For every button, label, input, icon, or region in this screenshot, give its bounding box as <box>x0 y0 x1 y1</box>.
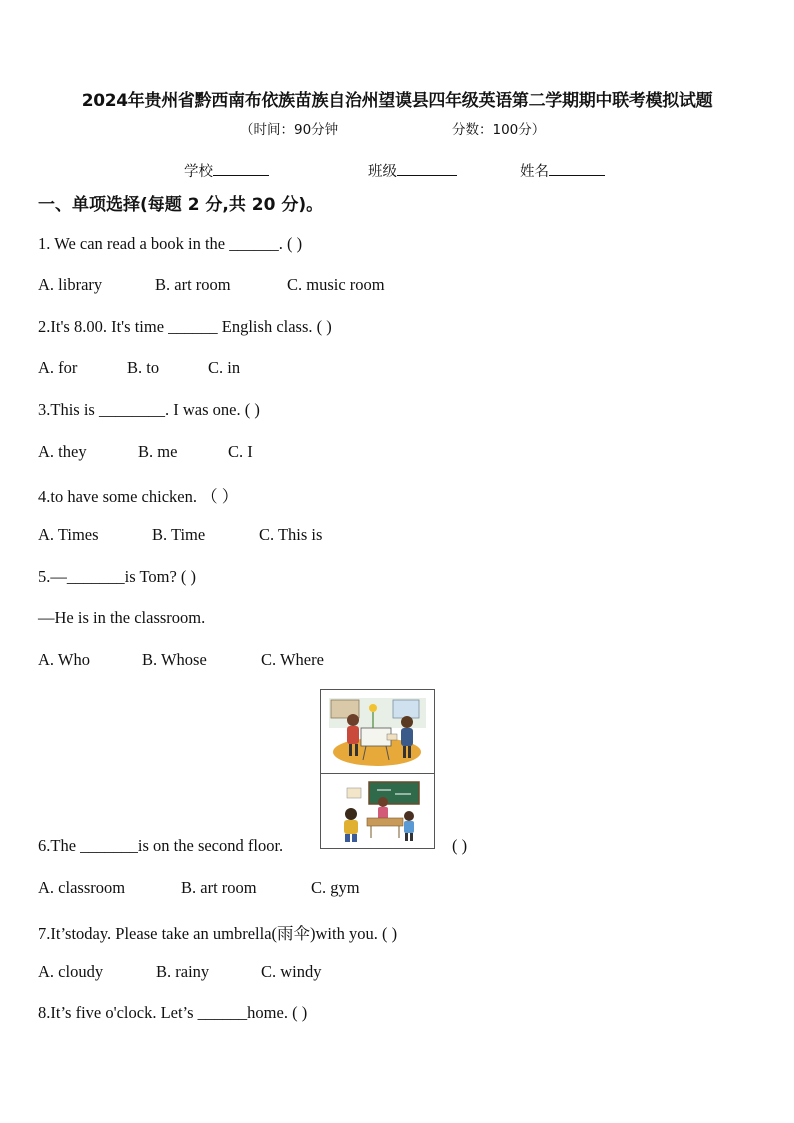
question-8-stem: 8.It’s five o'clock. Let’s ______home. ( ) <box>38 1003 308 1022</box>
art-room-illustration <box>321 690 434 772</box>
name-blank[interactable] <box>549 161 605 176</box>
question-1-option-b[interactable]: B. art room <box>155 275 231 294</box>
classroom-illustration <box>321 774 434 849</box>
question-4-option-b[interactable]: B. Time <box>152 525 206 544</box>
question-2-option-b[interactable]: B. to <box>127 358 160 377</box>
question-1-option-a[interactable]: A. library <box>38 275 103 294</box>
question-6-option-c[interactable]: C. gym <box>311 878 360 897</box>
name-label: 姓名 <box>520 164 549 180</box>
question-6-picture <box>320 689 435 849</box>
question-3-option-c[interactable]: C. I <box>228 442 253 461</box>
school-blank[interactable] <box>213 161 269 176</box>
question-7-option-b[interactable]: B. rainy <box>156 962 210 981</box>
question-4-option-a[interactable]: A. Times <box>38 525 99 544</box>
question-5-stem: 5.—_______is Tom? ( ) <box>38 567 197 586</box>
question-7-stem: 7.It’stoday. Please take an umbrella(雨伞)with you. ( ) <box>38 924 398 943</box>
class-blank[interactable] <box>397 161 457 176</box>
name-field <box>520 160 605 181</box>
question-3-option-a[interactable]: A. they <box>38 442 87 461</box>
question-1-stem: 1. We can read a book in the ______. ( ) <box>38 234 303 253</box>
question-2-stem: 2.It's 8.00. It's time ______ English class. ( ) <box>38 317 332 336</box>
question-5-option-b[interactable]: B. Whose <box>142 650 207 669</box>
score-label: 分数：100分） <box>452 122 546 138</box>
question-3-option-b[interactable]: B. me <box>138 442 178 461</box>
question-2-option-c[interactable]: C. in <box>208 358 241 377</box>
question-4-stem: 4.to have some chicken. （ ） <box>38 487 239 506</box>
question-5-option-c[interactable]: C. Where <box>261 650 324 669</box>
question-6-answer-paren[interactable]: ( ) <box>452 836 468 855</box>
section-title: 一、单项选择(每题 2 分,共 20 分)。 <box>38 195 324 215</box>
school-label: 学校 <box>184 164 213 180</box>
question-5-answer-line: —He is in the classroom. <box>38 608 206 627</box>
question-2-option-a[interactable]: A. for <box>38 358 78 377</box>
question-6-stem: 6.The _______is on the second floor. <box>38 836 284 855</box>
question-5-option-a[interactable]: A. Who <box>38 650 90 669</box>
school-field <box>184 160 269 181</box>
question-6-option-a[interactable]: A. classroom <box>38 878 126 897</box>
question-3-stem: 3.This is ________. I was one. ( ) <box>38 400 260 419</box>
time-label: （时间：90分钟 <box>240 122 339 138</box>
question-6-option-b[interactable]: B. art room <box>181 878 257 897</box>
question-7-option-a[interactable]: A. cloudy <box>38 962 104 981</box>
class-label: 班级 <box>368 164 397 180</box>
question-7-option-c[interactable]: C. windy <box>261 962 322 981</box>
question-4-option-c[interactable]: C. This is <box>259 525 323 544</box>
question-1-option-c[interactable]: C. music room <box>287 275 385 294</box>
page-title: 2024年贵州省黔西南布依族苗族自治州望谟县四年级英语第二学期期中联考模拟试题 <box>81 91 713 111</box>
class-field <box>368 160 457 181</box>
